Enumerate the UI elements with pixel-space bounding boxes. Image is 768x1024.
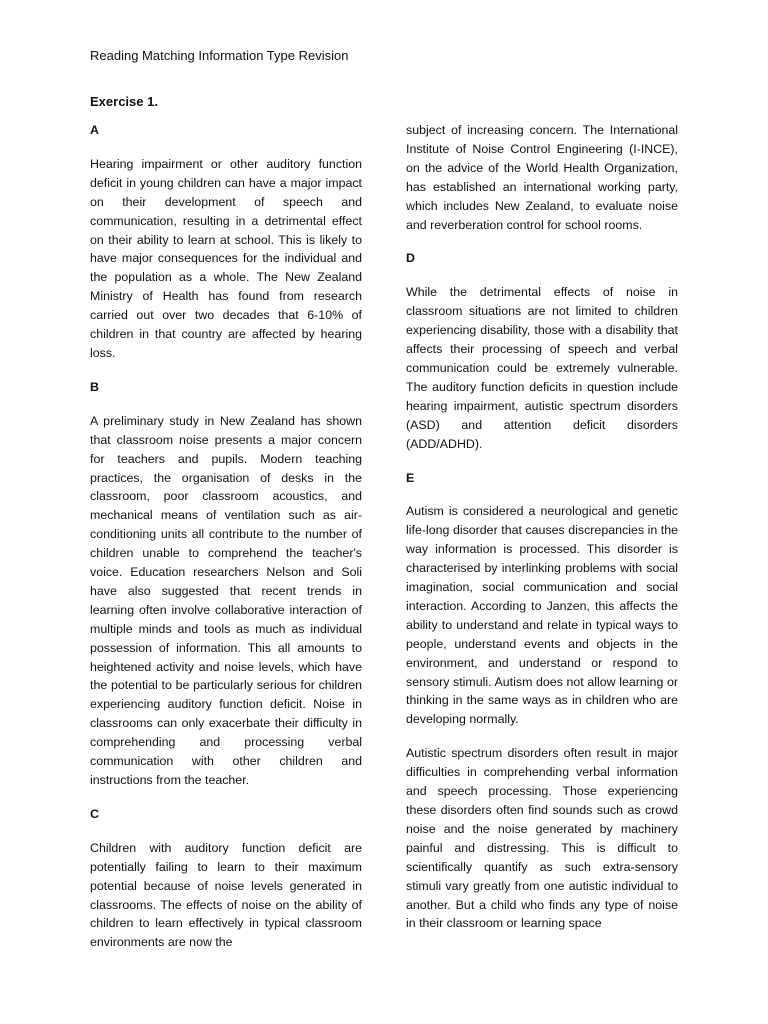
section-e-heading: E	[406, 470, 415, 485]
section-b-paragraph: A preliminary study in New Zealand has shown that classroom noise presents a major concern for teachers and pupils. Modern teaching practices, the organisation of desks in the classroom, poor classroom acoustics, and mechanical means of ventilation such as air-conditioning units all contribute to the number of children unable to comprehend the teacher's voice. Education researchers Nelson and Soli have also suggested that recent trends in learning often involve collaborative interaction of multiple minds and tools as much as individual possession of information. This all amounts to heightened activity and noise levels, which have the potential to be particularly serious for children experiencing auditory function deficit. Noise in classrooms can only exacerbate their difficulty in comprehending and processing verbal communication with other children and instructions from the teacher.	[90, 413, 362, 787]
section-b-heading: B	[90, 379, 99, 394]
section-c-continued-paragraph: subject of increasing concern. The International Institute of Noise Control Engineering (I-INCE), on the advice of the World Health Organization, has established an international working party, which includes New Zealand, to evaluate noise and reverberation control for school rooms.	[406, 123, 678, 232]
exercise-title: Exercise 1.	[90, 94, 158, 109]
section-c-paragraph: Children with auditory function deficit are potentially failing to learn to their maximum potential because of noise levels generated in classrooms. The effects of noise on the ability of children to learn effectively in typical classroom environments are now the	[90, 840, 362, 950]
section-e-paragraph-2: Autistic spectrum disorders often result in major difficulties in comprehending verbal information and speech processing. Those experiencing these disorders often find sounds such as crowd noise and the noise generated by machinery painful and distressing. This is difficult to scientifically quantify as such extra-sensory stimuli vary greatly from one autistic individual to another. But a child who finds any type of noise in their classroom or learning space	[406, 746, 678, 931]
section-e-paragraph-1: Autism is considered a neurological and genetic life-long disorder that causes discrepancies in the way information is processed. This disorder is characterised by interlinking problems with social imagination, social communication and social interaction. According to Janzen, this affects the ability to understand and relate in typical ways to people, understand events and objects in the environment, and understand or respond to sensory stimuli. Autism does not allow learning or thinking in the same ways as in children who are developing normally.	[406, 504, 678, 727]
right-column	[406, 121, 678, 948]
section-d-paragraph: While the detrimental effects of noise in classroom situations are not limited to children experiencing disability, those with a disability that affects their processing of speech and verbal communication could be extremely vulnerable. The auditory function deficits in question include hearing impairment, autistic spectrum disorders (ASD) and attention deficit disorders (ADD/ADHD).	[406, 285, 678, 451]
section-a-paragraph: Hearing impairment or other auditory function deficit in young children can have a major impact on their development of speech and communication, resulting in a detrimental effect on their ability to learn at school. This is likely to have major consequences for the individual and the population as a whole. The New Zealand Ministry of Health has found from research carried out over two decades that 6-10% of children in that country are affected by hearing loss.	[90, 156, 362, 360]
left-column	[90, 121, 362, 967]
section-c-heading: C	[90, 806, 99, 821]
section-a-heading: A	[90, 123, 99, 137]
page-header: Reading Matching Information Type Revision	[90, 48, 349, 63]
section-d-heading: D	[406, 251, 415, 266]
